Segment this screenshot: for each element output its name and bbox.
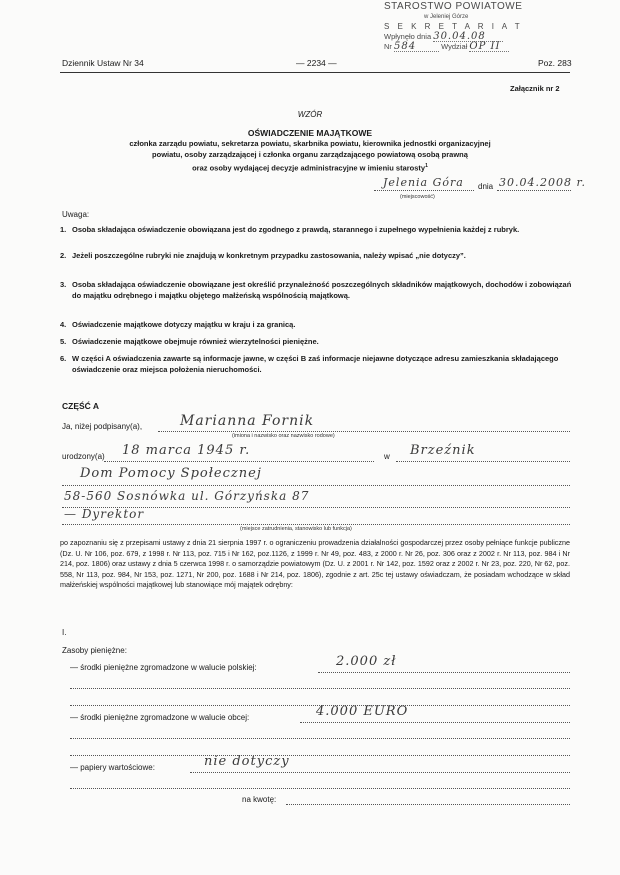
signed-dots — [158, 430, 570, 432]
note-text: Oświadczenie majątkowe obejmuje również wierzytelności pieniężne. — [72, 337, 319, 346]
note-item: 2. Jeżeli poszczególne rubryki nie znajdują w konkretnym przypadku zastosowania, należy wpisać „nie dotyczy”. — [60, 251, 570, 273]
money-heading: Zasoby pieniężne: — [62, 646, 127, 655]
pln-dots — [318, 671, 570, 673]
born-label: urodzony(a) — [62, 452, 105, 461]
signed-value: Marianna Fornik — [180, 413, 315, 429]
stamp-nr-value: 584 — [394, 42, 439, 52]
foreign-dots-3 — [70, 754, 570, 756]
note-text: Osoba składająca oświadczenie obowiązana jest do zgodnego z prawdą, starannego i zupełnego wypełnienia każdej z rubryk. — [72, 225, 520, 234]
signed-caption: (imiona i nazwisko oraz nazwisko rodowe) — [232, 433, 335, 439]
amount-label: na kwotę: — [242, 795, 277, 804]
place-dots — [374, 189, 474, 191]
note-item: 1. Osoba składająca oświadczenie obowiązana jest do zgodnego z prawdą, starannego i zupełnego wypełnienia każdej z rubryk. — [60, 225, 570, 247]
note-text: Jeżeli poszczególne rubryki nie znajdują w konkretnym przypadku zastosowania, należy wpisać „nie dotyczy”. — [72, 251, 466, 260]
note-item: 4. Oświadczenie majątkowe dotyczy majątku w kraju i za granicą. — [60, 320, 570, 331]
title-subline-1: członka zarządu powiatu, sekretarza powiatu, skarbnika powiatu, kierownika jednostki organizacyjnej — [129, 139, 491, 148]
note-text: W części A oświadczenia zawarte są informacje jawne, w części B zaś informacje niejawne dotyczące adresu zamieszkania składającego oświadczenie oraz miejsca położenia nieruchomości. — [72, 354, 559, 374]
work-line-3: — Dyrektor — [64, 507, 145, 521]
header-rule — [60, 72, 570, 73]
note-item: 6. W części A oświadczenia zawarte są informacje jawne, w części B zaś informacje niejawne dotyczące adresu zamieszkania składającego oświadczenie oraz miejsca położenia nieruchomości. — [60, 354, 570, 376]
note-item: 5. Oświadczenie majątkowe obejmuje również wierzytelności pieniężne. — [60, 337, 570, 348]
section-roman: I. — [62, 628, 67, 637]
foreign-label: — środki pieniężne zgromadzone w walucie obcej: — [70, 713, 250, 722]
amount-dots — [286, 803, 570, 805]
work-line-1: Dom Pomocy Społecznej — [80, 466, 262, 481]
statement-paragraph: po zapoznaniu się z przepisami ustawy z dnia 21 sierpnia 1997 r. o ograniczeniu prowadzenia działalności gospodarczej przez osoby pełniące funkcje publiczne (Dz. U. Nr 106, poz. 679, z 1998 r. Nr 113, poz. 715 i Nr 162, poz.1126, z 1999 r. Nr 49, poz. 483, z 2000 r. Nr 26, poz. 306 oraz z 2002 r. Nr 113, poz. 984 i Nr 214, poz. 1806) oraz ustawy z dnia 5 czerwca 1998 r. o samorządzie powiatowym (Dz. U. z 2001 r. Nr 142, poz. 1592 oraz z 2002 r. Nr 23, poz. 220, Nr 62, poz. 558, Nr 113, poz. 984, Nr 153, poz. 1271, Nr 200, poz. 1688 i Nr 214, poz. 1806), zgodnie z art. 25c tej ustawy oświadczam, że posiadam wchodzące w skład małżeńskiej wspólności majątkowej lub stanowiące mój majątek odrębny: — [60, 538, 570, 590]
stamp-dept-label: Wydział — [441, 42, 468, 51]
securities-value: nie dotyczy — [204, 754, 290, 769]
stamp-dept-value: OP II — [469, 42, 509, 52]
place-caption: (miejscowość) — [400, 194, 435, 200]
page-number: — 2234 — — [296, 58, 337, 68]
stamp-line3: S E K R E T A R I A T — [384, 22, 523, 31]
born-dots — [104, 460, 374, 462]
foreign-dots-2 — [70, 737, 570, 739]
title-subline-3: oraz osoby wydającej decyzje administracyjne w imieniu starosty — [192, 163, 426, 173]
stamp-line2: w Jeleniej Górze — [424, 14, 469, 20]
note-item: 3. Osoba składająca oświadczenie obowiązane jest określić przynależność poszczególnych składników majątkowych, dochodów i zobowiązań do majątku odrębnego i majątku objętego małżeńską wspólnością majątkową. — [60, 280, 572, 300]
securities-dots — [190, 771, 570, 773]
securities-label: — papiery wartościowe: — [70, 763, 155, 772]
title-subline-2: powiatu, osoby zarządzającej i członka organu zarządzającego powiatową osobą prawną — [152, 150, 468, 159]
part-a-heading: CZĘŚĆ A — [62, 401, 99, 411]
stamp-nr-label: Nr — [384, 42, 392, 51]
position-number: Poz. 283 — [538, 58, 572, 68]
born-in-dots — [396, 460, 570, 462]
stamp-line1: STAROSTWO POWIATOWE — [384, 1, 523, 12]
note-text: Oświadczenie majątkowe dotyczy majątku w kraju i za granicą. — [72, 320, 296, 329]
born-in-label: w — [384, 452, 390, 461]
pln-label: — środki pieniężne zgromadzone w walucie polskiej: — [70, 663, 257, 672]
securities-dots-2 — [70, 787, 570, 789]
foreign-dots — [300, 721, 570, 723]
pln-dots-2 — [70, 687, 570, 689]
journal-name: Dziennik Ustaw Nr 34 — [62, 58, 144, 68]
stamp-received-label: Wpłynęło dnia — [384, 32, 432, 41]
work-dots-3 — [62, 523, 570, 525]
place-value: Jelenia Góra — [383, 176, 464, 189]
date-label: dnia — [478, 182, 494, 191]
work-caption: (miejsce zatrudnienia, stanowisko lub funkcja) — [240, 526, 352, 532]
template-label: WZÓR — [297, 110, 323, 119]
footnote-mark: 1 — [425, 163, 428, 169]
date-value: 30.04.2008 r. — [499, 176, 587, 189]
born-in-value: Brzeźnik — [410, 443, 476, 458]
notes-heading: Uwaga: — [62, 210, 90, 219]
work-line-2: 58-560 Sosnówka ul. Górzyńska 87 — [64, 489, 310, 503]
annex-label: Załącznik nr 2 — [510, 84, 560, 93]
registry-stamp — [384, 2, 554, 64]
note-text: Osoba składająca oświadczenie obowiązane jest określić przynależność poszczególnych składników majątkowych, dochodów i zobowiązań do majątku odrębnego i majątku objętego małżeńską wspólnością majątkową. — [72, 280, 572, 300]
stamp-received-value: 30.04.08 — [433, 32, 503, 42]
work-dots-1 — [62, 484, 570, 486]
document-title: OŚWIADCZENIE MAJĄTKOWE — [247, 128, 373, 138]
born-value: 18 marca 1945 r. — [122, 443, 251, 458]
signed-label: Ja, niżej podpisany(a), — [62, 422, 143, 431]
foreign-value: 4.000 EURO — [316, 704, 409, 719]
date-dots — [497, 189, 571, 191]
pln-value: 2.000 zł — [336, 654, 397, 669]
